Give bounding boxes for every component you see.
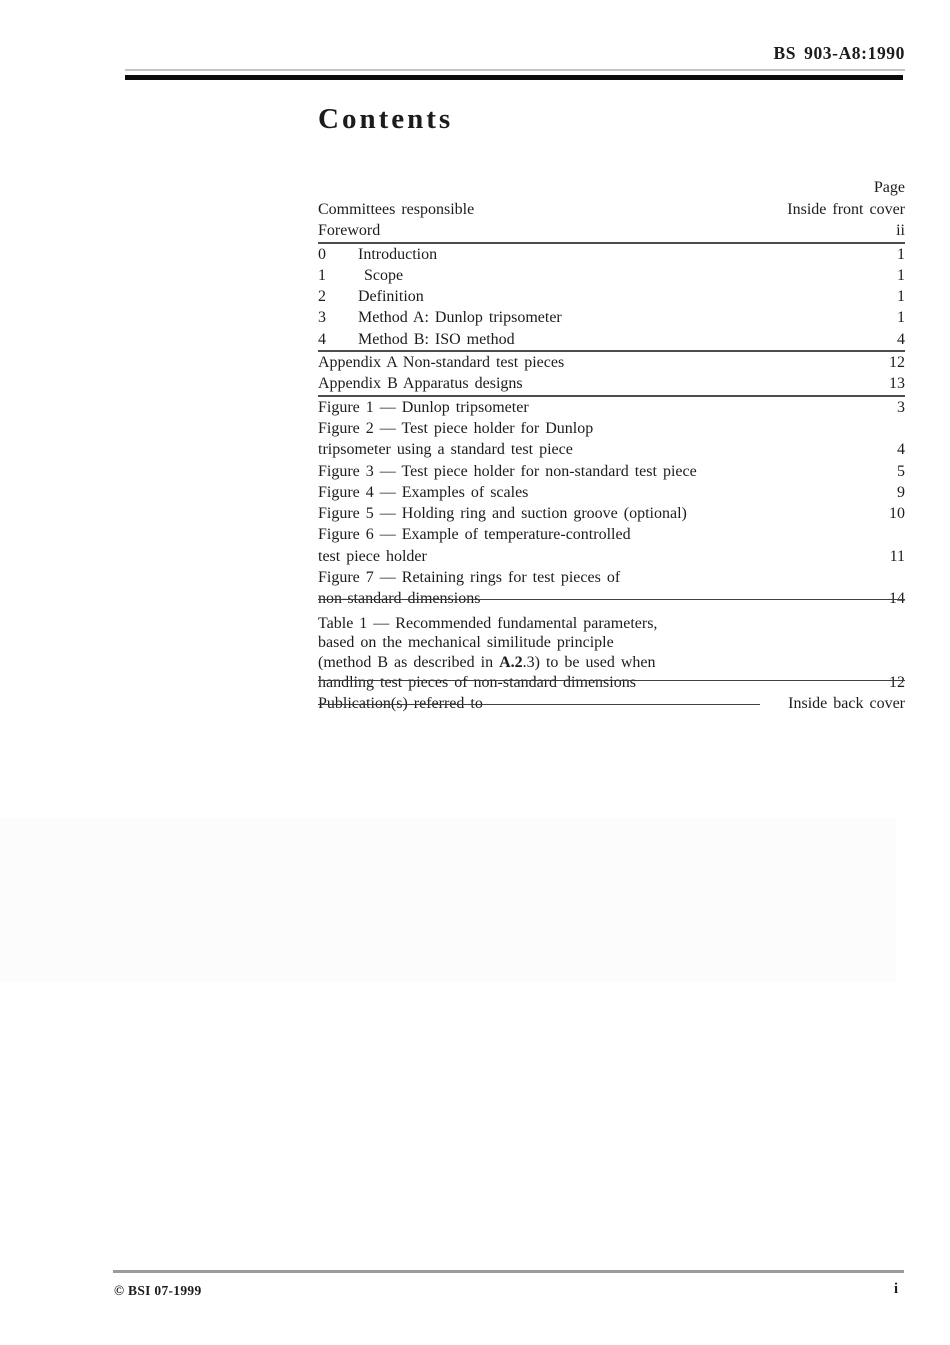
toc-page-number: 1 bbox=[897, 245, 905, 263]
toc-entry bbox=[318, 329, 905, 350]
toc-page-number: 4 bbox=[897, 441, 905, 459]
toc-entry bbox=[318, 482, 905, 503]
toc-entry-label: based on the mechanical similitude principle bbox=[318, 634, 614, 652]
scan-artifact-band bbox=[0, 818, 896, 982]
toc-entry-label: Figure 7 — Retaining rings for test pieces of bbox=[318, 569, 621, 587]
toc-entry bbox=[318, 418, 905, 439]
toc-page-number: 10 bbox=[889, 505, 905, 523]
toc-entry-number: 0 bbox=[318, 245, 326, 263]
toc-entry-label: Figure 2 — Test piece holder for Dunlop bbox=[318, 419, 594, 437]
toc-entry bbox=[318, 672, 905, 693]
toc-entry bbox=[318, 397, 905, 418]
toc-entry-label bbox=[318, 653, 656, 673]
header-rule-thin bbox=[125, 69, 905, 71]
toc-entry-label: Appendix B Apparatus designs bbox=[318, 375, 523, 393]
toc-entry-label: Definition bbox=[358, 288, 424, 306]
toc-entry bbox=[318, 352, 905, 373]
toc-page-number: Inside front cover bbox=[787, 201, 905, 218]
toc-entry-number: 2 bbox=[318, 288, 326, 306]
toc-entry bbox=[318, 503, 905, 524]
table-of-contents bbox=[318, 177, 905, 715]
toc-page-number: 12 bbox=[889, 354, 905, 372]
toc-entry-label: Figure 1 — Dunlop tripsometer bbox=[318, 398, 529, 416]
toc-entry bbox=[318, 524, 905, 545]
toc-entry-label: Introduction bbox=[358, 245, 438, 263]
toc-page-number: ii bbox=[896, 222, 905, 240]
toc-entry bbox=[318, 265, 905, 286]
toc-entry-label: Method B: ISO method bbox=[358, 330, 515, 348]
toc-entry-text: (method B as described in bbox=[318, 653, 500, 671]
toc-entry-label: Figure 4 — Examples of scales bbox=[318, 483, 529, 501]
toc-entry-label: Committees responsible bbox=[318, 201, 475, 218]
page-column-label: Page bbox=[873, 179, 905, 196]
toc-page-number: 1 bbox=[897, 288, 905, 306]
toc-entry bbox=[318, 588, 905, 609]
document-reference: BS 903-A8:1990 bbox=[773, 43, 905, 63]
toc-entry bbox=[318, 693, 905, 714]
toc-page-number: 12 bbox=[889, 674, 905, 692]
toc-entry bbox=[318, 546, 905, 567]
toc-entry bbox=[318, 307, 905, 328]
toc-page-number: 1 bbox=[897, 266, 905, 284]
toc-entry bbox=[318, 220, 905, 241]
toc-entry bbox=[318, 199, 905, 220]
toc-entry-label: Foreword bbox=[318, 222, 381, 240]
toc-entry-number: 3 bbox=[318, 309, 326, 327]
toc-page-number: 11 bbox=[889, 547, 905, 565]
toc-page-number: 13 bbox=[889, 375, 905, 393]
toc-entry-number: 4 bbox=[318, 330, 326, 348]
toc-entry-text: .3) to be used when bbox=[522, 653, 656, 671]
toc-page-number: 4 bbox=[897, 330, 905, 348]
toc-entry bbox=[318, 614, 905, 634]
footer-rule bbox=[113, 1270, 904, 1273]
toc-entry bbox=[318, 439, 905, 460]
toc-entry-label: non-standard dimensions bbox=[318, 590, 481, 608]
toc-entry-label: handling test pieces of non-standard dimensions bbox=[318, 674, 636, 692]
toc-entry bbox=[318, 286, 905, 307]
toc-entry-label: Method A: Dunlop tripsometer bbox=[358, 309, 562, 327]
toc-entry-label: test piece holder bbox=[318, 547, 427, 565]
toc-entry-number: 1 bbox=[318, 266, 326, 284]
toc-page-number: 3 bbox=[897, 398, 905, 416]
toc-entry-label: Appendix A Non-standard test pieces bbox=[318, 354, 565, 372]
toc-entry bbox=[318, 653, 905, 673]
toc-page-number: 5 bbox=[897, 462, 905, 480]
toc-entry bbox=[318, 461, 905, 482]
header-rule-thick bbox=[125, 75, 903, 80]
toc-entry-label: tripsometer using a standard test piece bbox=[318, 441, 573, 459]
toc-entry-label: Publication(s) referred to bbox=[318, 695, 483, 713]
page-title: Contents bbox=[318, 103, 454, 135]
footer-page-number: i bbox=[893, 1281, 898, 1297]
toc-entry-text-bold: A.2 bbox=[499, 653, 523, 671]
toc-page-number: 9 bbox=[897, 483, 905, 501]
toc-page-number: 14 bbox=[889, 590, 905, 608]
toc-page-number: 1 bbox=[897, 309, 905, 327]
footer-copyright: © BSI 07-1999 bbox=[114, 1283, 202, 1298]
toc-entry-label: Figure 6 — Example of temperature-controlled bbox=[318, 526, 631, 544]
toc-entry bbox=[318, 567, 905, 588]
toc-entry-label: Figure 3 — Test piece holder for non-standard test piece bbox=[318, 462, 697, 480]
toc-entry bbox=[318, 373, 905, 394]
toc-entry-label: Scope bbox=[364, 266, 404, 284]
toc-entry bbox=[318, 633, 905, 653]
toc-entry bbox=[318, 244, 905, 265]
toc-page-number: Inside back cover bbox=[788, 695, 905, 713]
toc-entry-label: Figure 5 — Holding ring and suction groove (optional) bbox=[318, 505, 687, 523]
toc-entry-label: Table 1 — Recommended fundamental parameters, bbox=[318, 614, 658, 632]
